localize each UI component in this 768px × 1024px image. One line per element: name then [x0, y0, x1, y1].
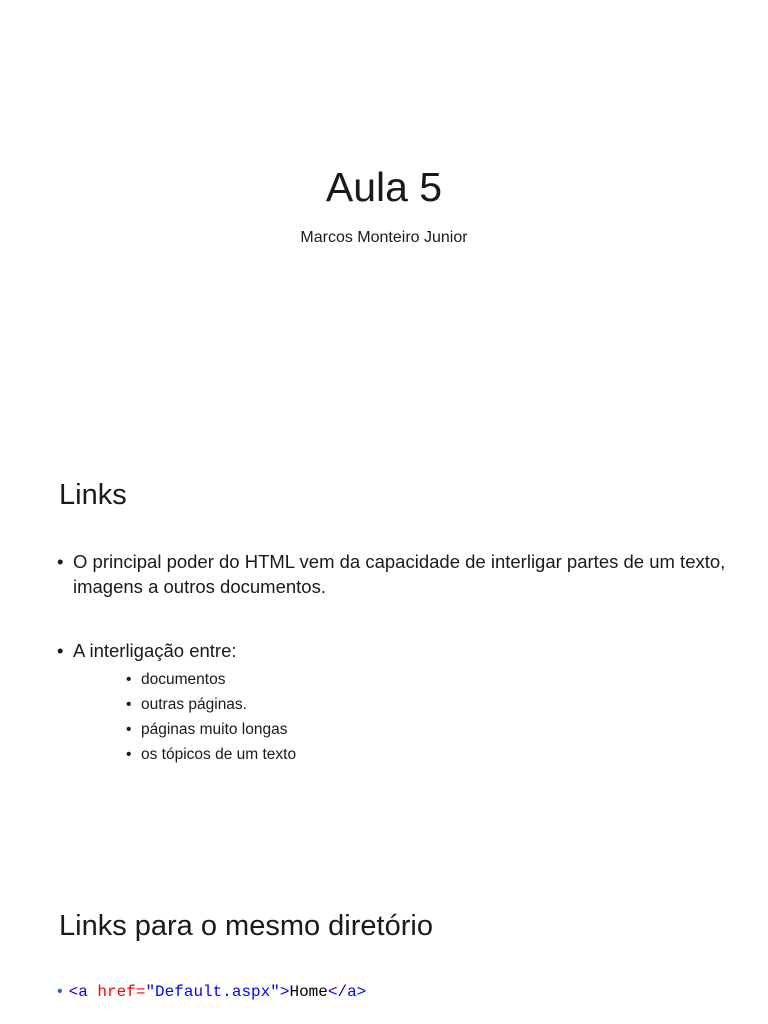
code-attr: href= — [97, 983, 146, 1001]
bullet-item-label: A interligação entre: — [73, 640, 237, 661]
code-value: "Default.aspx" — [145, 983, 280, 1001]
bullet-item — [56, 638, 738, 763]
links-slide — [0, 432, 768, 864]
links-bullet-list-2 — [56, 638, 738, 763]
slide-author: Marcos Monteiro Junior — [300, 229, 468, 246]
sub-bullet-item: • documentos — [112, 667, 708, 692]
links-bullet-list-1 — [56, 549, 738, 599]
code-example — [57, 981, 366, 1003]
same-directory-slide — [0, 864, 768, 1024]
bullet-icon: • — [57, 983, 63, 1000]
sub-bullet-item: • outras páginas. — [112, 692, 708, 717]
slide-title: Aula 5 — [325, 164, 443, 210]
links-heading: Links — [59, 479, 127, 511]
sub-bullet-item: • os tópicos de um texto — [112, 742, 708, 767]
sub-bullet-item: • páginas muito longas — [112, 717, 708, 742]
code-close-bracket: > — [279, 983, 290, 1001]
code-link-text: Home — [289, 983, 328, 1001]
same-directory-heading: Links para o mesmo diretório — [59, 910, 433, 942]
code-end-tag: </a> — [327, 983, 367, 1001]
sub-bullet-list — [112, 667, 708, 767]
bullet-item: • O principal poder do HTML vem da capacidade de interligar partes de um texto, imagens a outros documentos. — [56, 549, 738, 599]
title-slide — [0, 0, 768, 432]
code-open-tag: <a — [68, 983, 88, 1001]
